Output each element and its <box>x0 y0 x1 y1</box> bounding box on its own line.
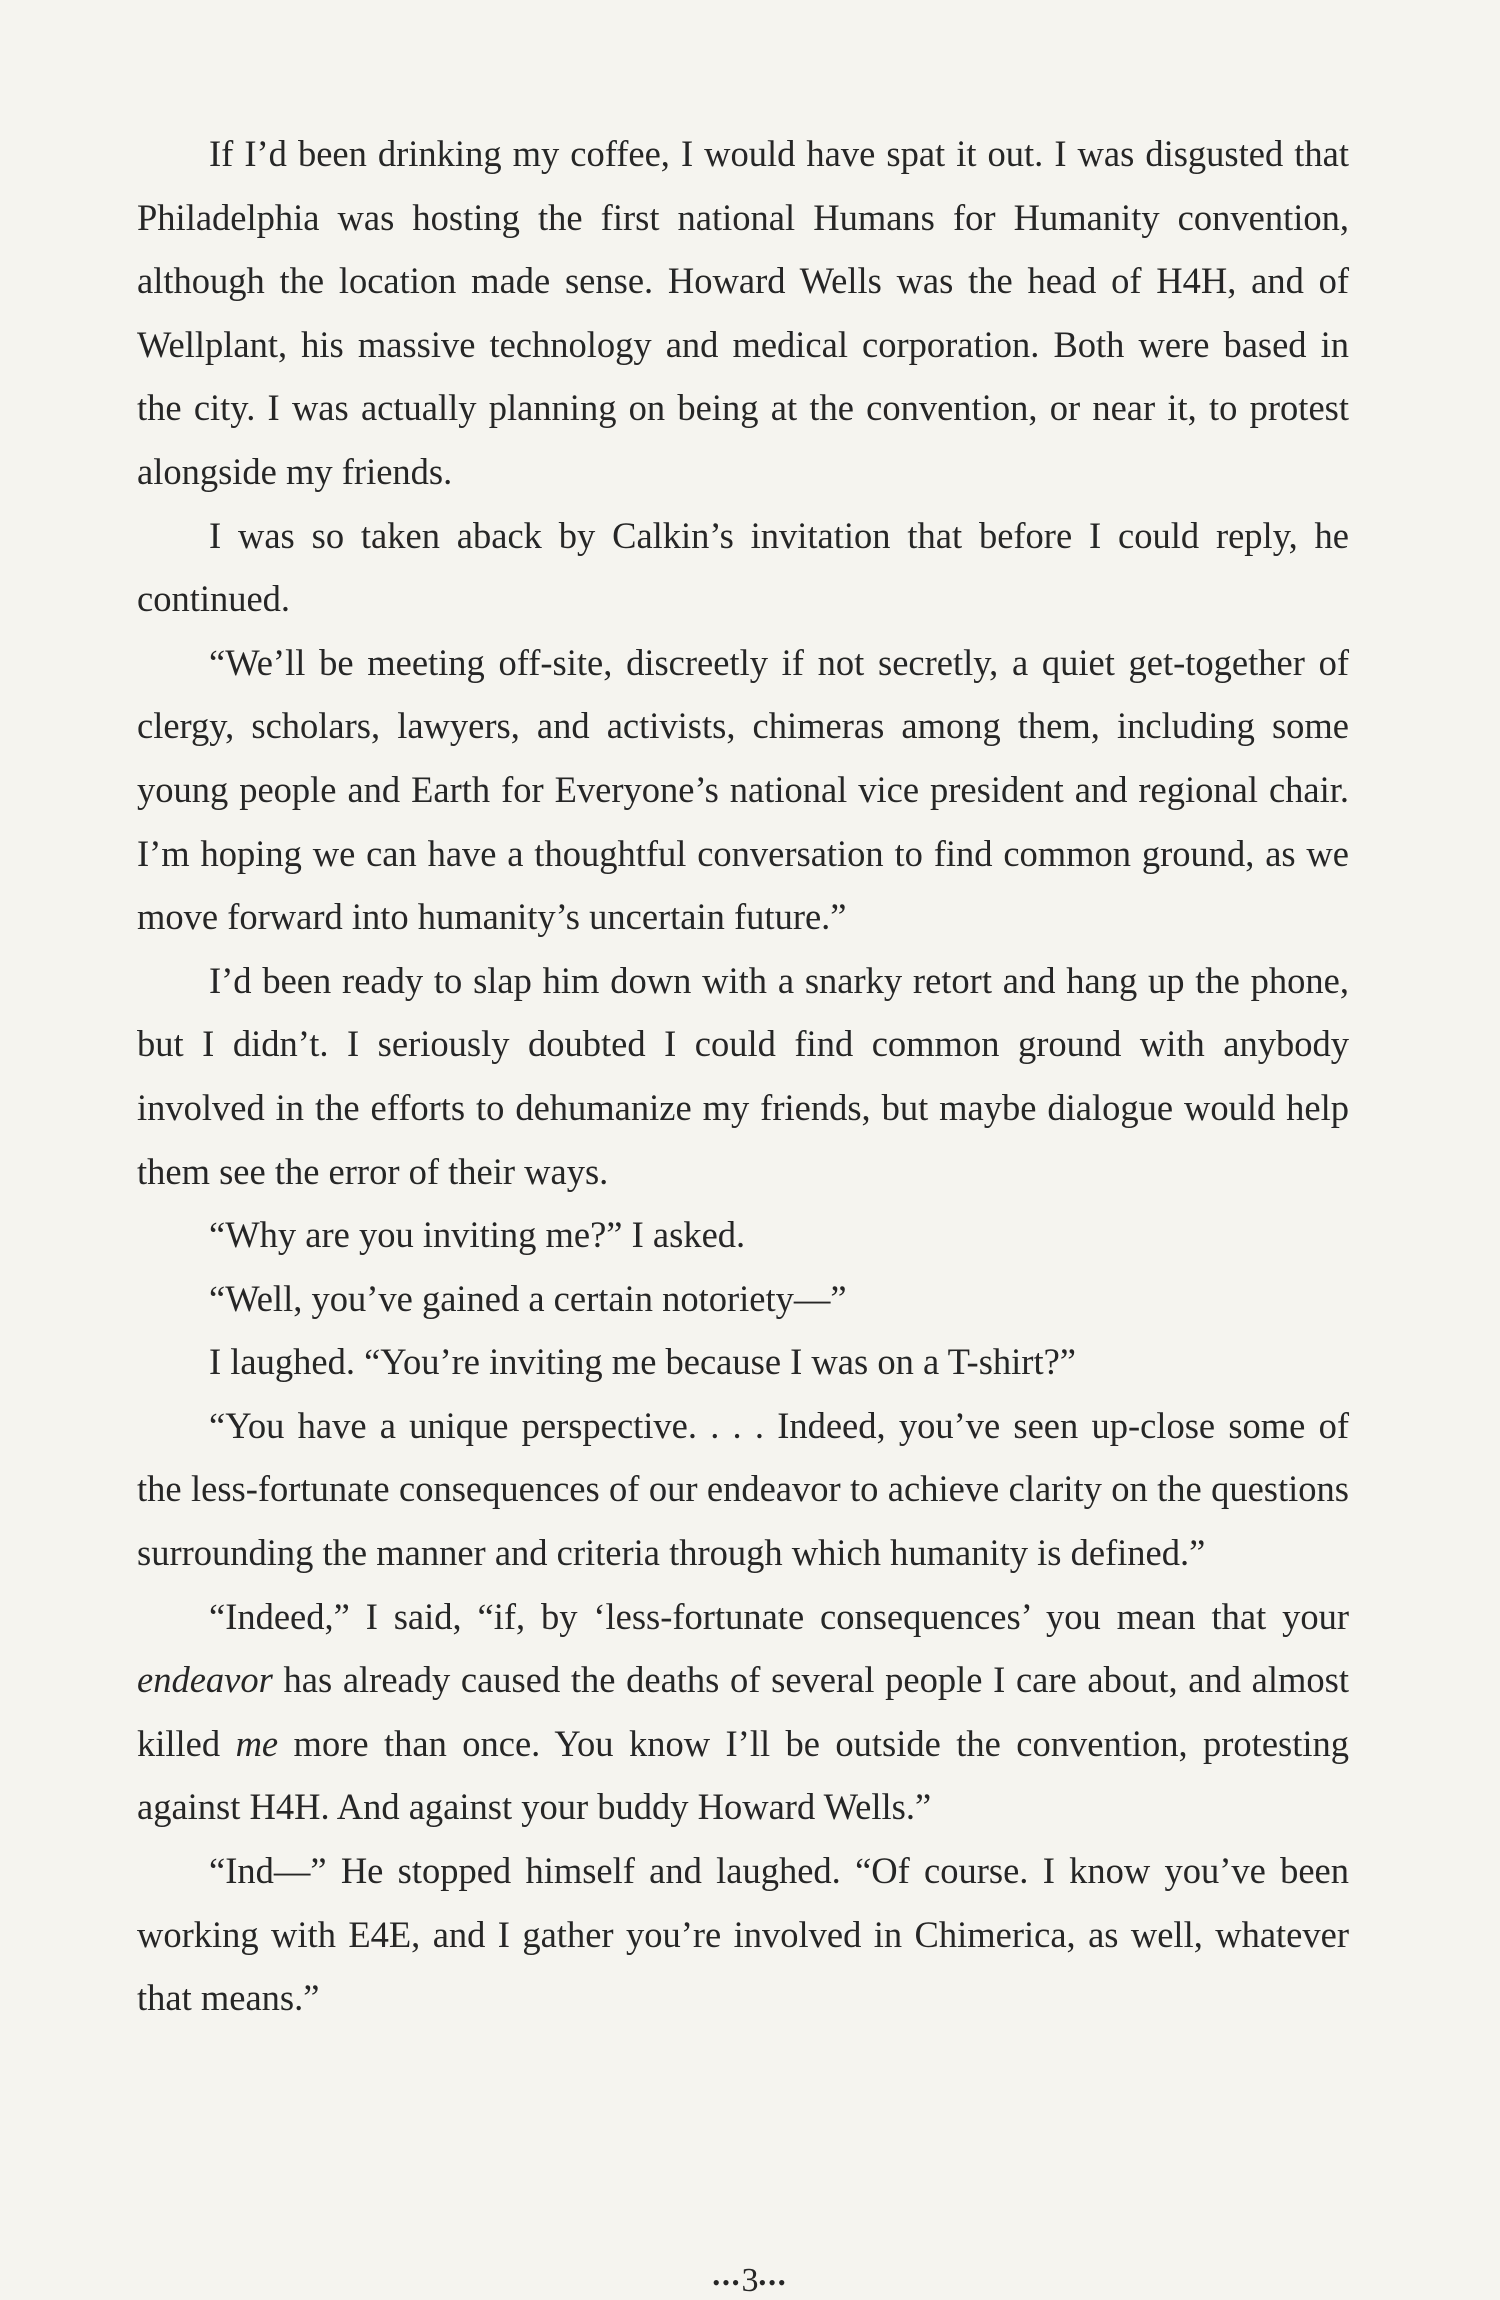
paragraph-2: I was so taken aback by Calkin’s invitation that before I could reply, he continued. <box>137 514 1349 620</box>
body-text <box>137 122 1349 2030</box>
paragraph-7: I laughed. “You’re inviting me because I was on a T-shirt?” <box>209 1341 1076 1383</box>
paragraph-5: “Why are you inviting me?” I asked. <box>209 1214 746 1256</box>
paragraph-9-emphasis-me: me <box>235 1722 279 1764</box>
paragraph-4: I’d been ready to slap him down with a snarky retort and hang up the phone, but I didn’t. I seriously doubted I could find common ground with anybody involved in the efforts to dehumanize my friends, but maybe dialogue would help them see the error of their ways. <box>137 959 1349 1192</box>
paragraph-6: “Well, you’ve gained a certain notoriety—” <box>209 1277 847 1319</box>
folio-left-dots: ••• <box>712 2270 742 2296</box>
folio-right-dots: ••• <box>758 2270 788 2296</box>
paragraph-8: “You have a unique perspective. . . . Indeed, you’ve seen up-close some of the less-fortunate consequences of our endeavor to achieve clarity on the questions surrounding the manner and criteria through which humanity is defined.” <box>137 1404 1349 1574</box>
paragraph-1: If I’d been drinking my coffee, I would have spat it out. I was disgusted that Philadelphia was hosting the first national Humans for Humanity convention, although the location made sense. Howard Wells was the head of H4H, and of Wellplant, his massive technology and medical corporation. Both were based in the city. I was actually planning on being at the convention, or near it, to protest alongside my friends. <box>137 133 1349 492</box>
paragraph-9-part-c: more than once. You know I’ll be outside the convention, protesting against H4H. And against your buddy Howard Wells.” <box>137 1722 1350 1828</box>
paragraph-9-emphasis-endeavor: endeavor <box>137 1659 273 1701</box>
page-number <box>0 2262 1500 2300</box>
paragraph-9-part-b: has already caused the deaths of several people I care about, and almost killed <box>137 1659 1349 1764</box>
paragraph-9 <box>137 1585 1349 1839</box>
paragraph-9-part-a: “Indeed,” I said, “if, by ‘less-fortunate consequences’ you mean that your <box>209 1595 1349 1637</box>
folio-number: 3 <box>741 2262 759 2299</box>
paragraph-3: “We’ll be meeting off-site, discreetly if not secretly, a quiet get-together of clergy, scholars, lawyers, and activists, chimeras among them, including some young people and Earth for Everyone’s national vice president and regional chair. I’m hoping we can have a thoughtful conversation to find common ground, as we move forward into humanity’s uncertain future.” <box>137 641 1349 938</box>
paragraph-10: “Ind—” He stopped himself and laughed. “Of course. I know you’ve been working with E4E, and I gather you’re involved in Chimerica, as well, whatever that means.” <box>137 1850 1349 2019</box>
